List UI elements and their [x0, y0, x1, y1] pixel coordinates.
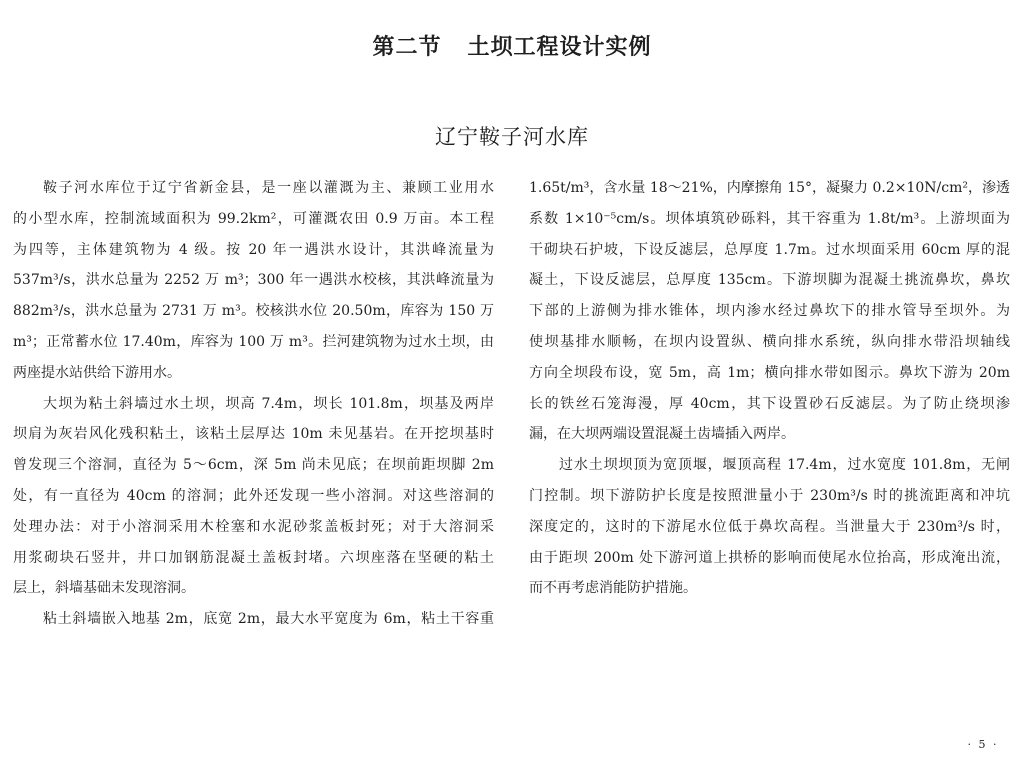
text-line: 鞍子河水库位于辽宁省新金县，是一座以灌溉为主、兼顾工业用水: [43, 180, 494, 196]
left-column: [13, 173, 494, 635]
text-line: m³；正常蓄水位 17.40m，库容为 100 万 m³。拦河建筑物为过水土坝，由: [13, 333, 494, 350]
text-line: 用浆砌块石竖井，井口加钢筋混凝土盖板封堵。六坝座落在坚硬的粘土: [13, 549, 494, 566]
text-line: 坝肩为灰岩风化残积粘土，该粘土层厚达 10m 未见基岩。在开挖坝基时: [13, 426, 494, 443]
text-line: 1.65t/m³，含水量 18～21%，内摩擦角 15°，凝聚力 0.2×10N/cm²，渗透: [529, 180, 1010, 196]
paragraph: [529, 173, 1010, 450]
text-line: 长的铁丝石笼海漫，厚 40cm，其下设置砂石反滤层。为了防止绕坝渗: [529, 395, 1010, 412]
text-line: 门控制。坝下游防护长度是按照泄量小于 230m³/s 时的挑流距离和冲坑: [529, 487, 1010, 504]
text-line: 漏，在大坝两端设置混凝土齿墙插入两岸。: [529, 426, 795, 443]
text-line: 大坝为粘土斜墙过水土坝，坝高 7.4m，坝长 101.8m，坝基及两岸: [43, 395, 494, 412]
section-heading: [0, 32, 1024, 62]
right-column: [529, 173, 1010, 604]
paragraph: [13, 173, 494, 389]
paragraph: [529, 450, 1010, 604]
section-number: 第二节: [372, 34, 442, 60]
text-line: 深度定的，这时的下游尾水位低于鼻坎高程。当泄量大于 230m³/s 时，: [529, 518, 1010, 535]
paragraph: [13, 604, 494, 635]
section-title: 土坝工程设计实例: [467, 34, 652, 60]
text-line: 为四等，主体建筑物为 4 级。按 20 年一遇洪水设计，其洪峰流量为: [13, 241, 494, 258]
text-line: 粘土斜墙嵌入地基 2m，底宽 2m，最大水平宽度为 6m，粘土干容重: [43, 611, 494, 628]
text-line: 过水土坝坝顶为宽顶堰，堰顶高程 17.4m，过水宽度 101.8m，无闸: [559, 457, 1010, 474]
text-line: 的小型水库，控制流域面积为 99.2km²，可灌溉农田 0.9 万亩。本工程: [13, 210, 494, 227]
text-line: 下部的上游侧为排水锥体，坝内渗水经过鼻坎下的排水管导至坝外。为: [529, 303, 1010, 320]
text-line: 537m³/s，洪水总量为 2252 万 m³；300 年一遇洪水校核，其洪峰流量为: [13, 272, 494, 289]
text-line: 方向全坝段布设，宽 5m，高 1m；横向排水带如图示。鼻坎下游为 20m: [529, 364, 1010, 381]
text-line: 882m³/s，洪水总量为 2731 万 m³。校核洪水位 20.50m，库容为 150 万: [13, 303, 494, 320]
text-line: 层上，斜墙基础未发现溶洞。: [13, 580, 195, 597]
paragraph: [13, 389, 494, 605]
article-title: 辽宁鞍子河水库: [435, 125, 589, 149]
text-line: 干砌块石护坡，下设反滤层，总厚度 1.7m。过水坝面采用 60cm 厚的混: [529, 241, 1010, 258]
page-number: · 5 ·: [967, 738, 999, 751]
text-line: 处，有一直径为 40cm 的溶洞；此外还发现一些小溶洞。对这些溶洞的: [13, 487, 494, 504]
text-line: 由于距坝 200m 处下游河道上拱桥的影响而使尾水位抬高，形成淹出流，: [529, 549, 1010, 566]
text-line: 曾发现三个溶洞，直径为 5～6cm，深 5m 尚未见底；在坝前距坝脚 2m: [13, 457, 494, 474]
text-line: 而不再考虑消能防护措施。: [529, 580, 697, 597]
text-line: 两座提水站供给下游用水。: [13, 364, 181, 381]
text-line: 系数 1×10⁻⁵cm/s。坝体填筑砂砾料，其干容重为 1.8t/m³。上游坝面为: [529, 210, 1010, 227]
text-line: 处理办法：对于小溶洞采用木栓塞和水泥砂浆盖板封死；对于大溶洞采: [13, 518, 494, 535]
text-line: 凝土，下设反滤层，总厚度 135cm。下游坝脚为混凝土挑流鼻坎，鼻坎: [529, 272, 1010, 289]
text-line: 使坝基排水顺畅，在坝内设置纵、横向排水系统，纵向排水带沿坝轴线: [529, 333, 1010, 350]
